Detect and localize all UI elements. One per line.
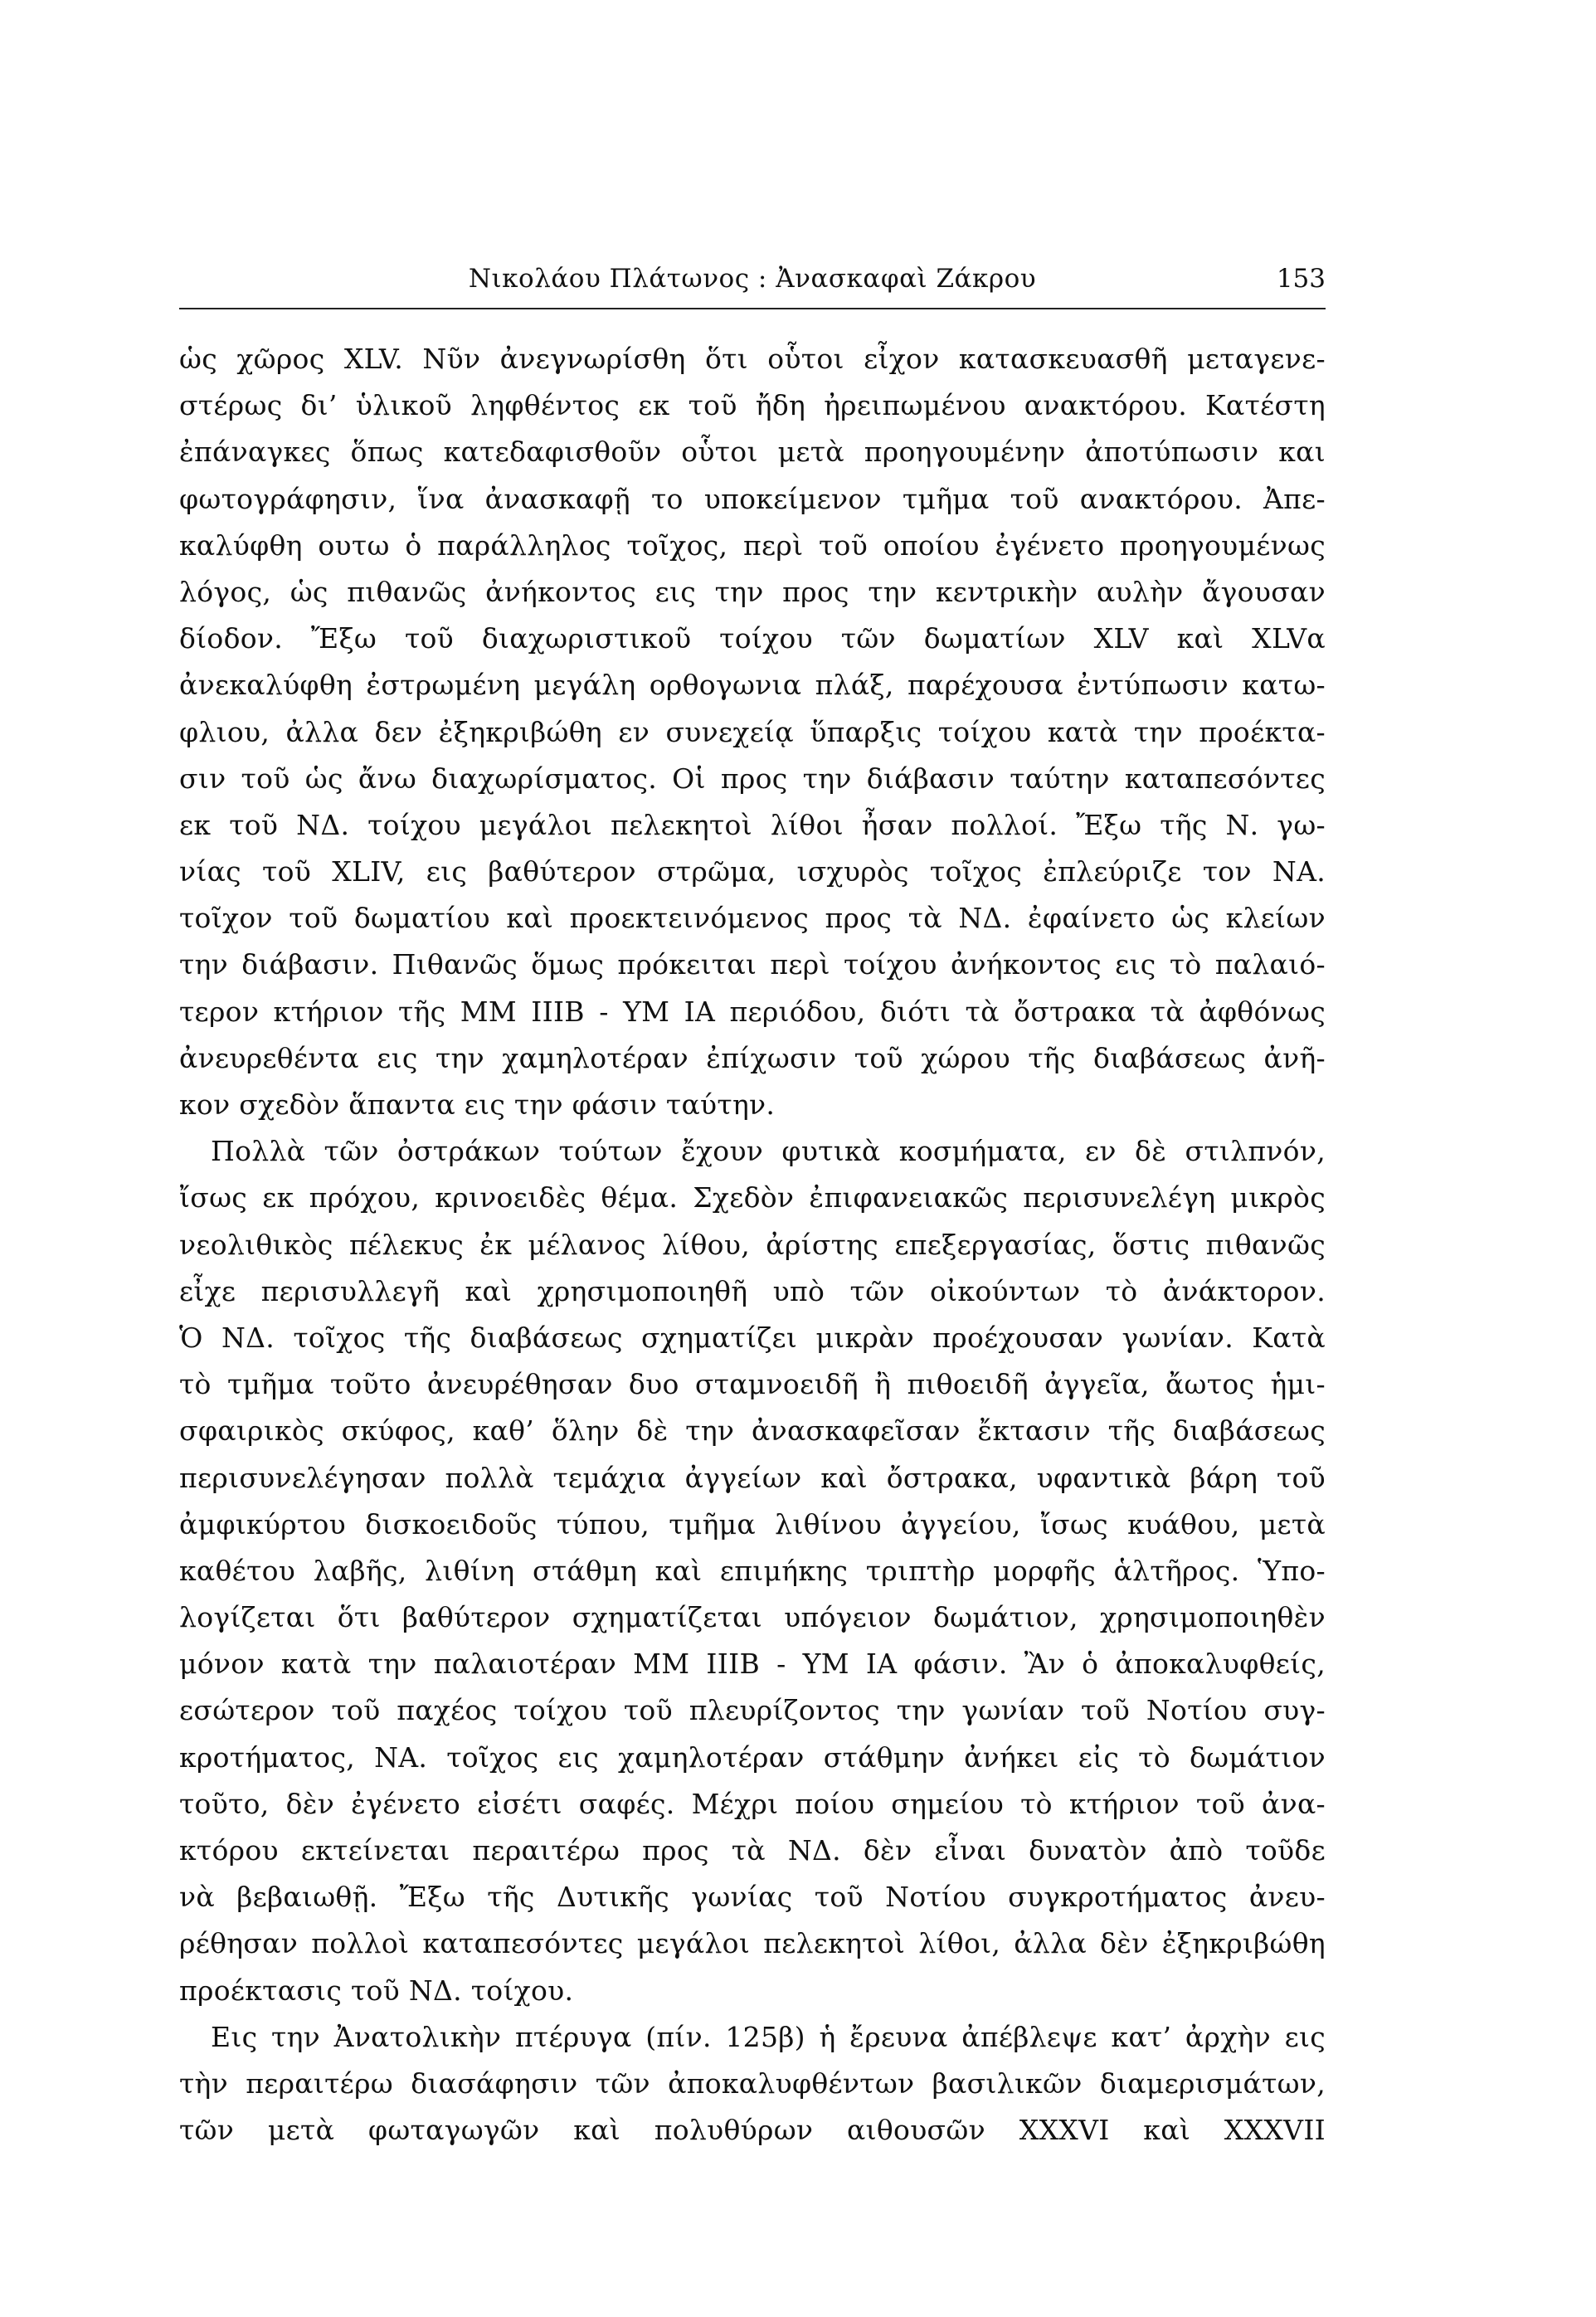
text-line: λογίζεται ὅτι βαθύτερον σχηματίζεται υπόγειον δωμάτιον, χρησιμοποιηθὲν <box>179 1601 1326 1634</box>
text-line: Εις την Ἀνατολικὴν πτέρυγα (πίν. 125β) ἡ ἔρευνα ἀπέβλεψε κατ’ ἀρχὴν εις <box>211 2020 1326 2053</box>
text-line: νὰ βεβαιωθῇ. Ἔξω τῆς Δυτικῆς γωνίας τοῦ Νοτίου συγκροτήματος ἀνευ- <box>179 1881 1326 1914</box>
text-line: τερον κτήριον τῆς ΜΜ ΙΙΙΒ - ΥΜ ΙΑ περιόδου, διότι τὰ ὄστρακα τὰ ἀφθόνως <box>179 995 1326 1028</box>
text-line: νεολιθικὸς πέλεκυς ἐκ μέλανος λίθου, ἀρίστης επεξεργασίας, ὅστις πιθανῶς <box>179 1228 1326 1261</box>
text-line: νίας τοῦ XLIV, εις βαθύτερον στρῶμα, ισχυρὸς τοῖχος ἐπλεύριζε τον ΝΑ. <box>179 855 1326 888</box>
text-line: τοῖχον τοῦ δωματίου καὶ προεκτεινόμενος προς τὰ ΝΔ. ἐφαίνετο ὡς κλείων <box>179 902 1326 935</box>
text-line: εσώτερον τοῦ παχέος τοίχου τοῦ πλευρίζοντος την γωνίαν τοῦ Νοτίου συγ- <box>179 1694 1326 1727</box>
text-line: ἀμφικύρτου δισκοειδοῦς τύπου, τμῆμα λιθίνου ἀγγείου, ἴσως κυάθου, μετὰ <box>179 1507 1326 1541</box>
text-line: την διάβασιν. Πιθανῶς ὅμως πρόκειται περὶ τοίχου ἀνήκοντος εις τὸ παλαιό- <box>179 948 1326 981</box>
text-line: τὴν περαιτέρω διασάφησιν τῶν ἀποκαλυφθέντων βασιλικῶν διαμερισμάτων, <box>179 2066 1326 2100</box>
text-line: ἀνευρεθέντα εις την χαμηλοτέραν ἐπίχωσιν τοῦ χώρου τῆς διαβάσεως ἀνῆ- <box>179 1041 1326 1074</box>
text-line: κροτήματος, ΝΑ. τοῖχος εις χαμηλοτέραν στάθμην ἀνήκει εἰς τὸ δωμάτιον <box>179 1740 1326 1774</box>
text-line: σφαιρικὸς σκύφος, καθ’ ὅλην δὲ την ἀνασκαφεῖσαν ἔκτασιν τῆς διαβάσεως <box>179 1414 1326 1448</box>
text-line: τὸ τμῆμα τοῦτο ἀνευρέθησαν δυο σταμνοειδῆ ἢ πιθοειδῆ ἀγγεῖα, ἄωτος ἡμι- <box>179 1368 1326 1401</box>
running-head <box>179 259 1326 299</box>
header-rule <box>179 308 1326 309</box>
text-line: δίοδον. Ἔξω τοῦ διαχωριστικοῦ τοίχου τῶν δωματίων XLV καὶ XLVα <box>179 622 1326 655</box>
text-line: στέρως δι’ ὑλικοῦ ληφθέντος εκ τοῦ ἤδη ἠρειπωμένου ανακτόρου. Κατέστη <box>179 389 1326 422</box>
text-line: φλιου, ἀλλα δεν ἐξηκριβώθη εν συνεχείᾳ ὕπαρξις τοίχου κατὰ την προέκτα- <box>179 715 1326 748</box>
text-line: κτόρου εκτείνεται περαιτέρω προς τὰ ΝΔ. δὲν εἶναι δυνατὸν ἀπὸ τοῦδε <box>179 1834 1326 1867</box>
text-line: καθέτου λαβῆς, λιθίνη στάθμη καὶ επιμήκης τριπτὴρ μορφῆς ἁλτῆρος. Ὑπο- <box>179 1554 1326 1587</box>
page-number: 153 <box>1276 264 1326 294</box>
text-line: τοῦτο, δὲν ἐγένετο εἰσέτι σαφές. Μέχρι ποίου σημείου τὸ κτήριον τοῦ ἀνα- <box>179 1787 1326 1820</box>
text-line: ἴσως εκ πρόχου, κρινοειδὲς θέμα. Σχεδὸν ἐπιφανειακῶς περισυνελέγη μικρὸς <box>179 1181 1326 1214</box>
text-line: εἶχε περισυλλεγῆ καὶ χρησιμοποιηθῆ υπὸ τῶν οἰκούντων τὸ ἀνάκτορον. <box>179 1274 1326 1307</box>
text-line: Ὁ ΝΔ. τοῖχος τῆς διαβάσεως σχηματίζει μικρὰν προέχουσαν γωνίαν. Κατὰ <box>179 1321 1326 1354</box>
body-text <box>179 336 1326 2154</box>
text-line: φωτογράφησιν, ἵνα ἀνασκαφῇ το υποκείμενον τμῆμα τοῦ ανακτόρου. Ἀπε- <box>179 482 1326 515</box>
text-line: Πολλὰ τῶν ὀστράκων τούτων ἔχουν φυτικὰ κοσμήματα, εν δὲ στιλπνόν, <box>211 1135 1326 1168</box>
text-line: προέκτασις τοῦ ΝΔ. τοίχου. <box>179 1974 574 2007</box>
text-line: σιν τοῦ ὡς ἄνω διαχωρίσματος. Οἱ προς την διάβασιν ταύτην καταπεσόντες <box>179 762 1326 795</box>
text-line: ἀνεκαλύφθη ἐστρωμένη μεγάλη ορθογωνια πλάξ, παρέχουσα ἐντύπωσιν κατω- <box>179 669 1326 702</box>
running-title: Νικολάου Πλάτωνος : Ἀνασκαφαὶ Ζάκρου <box>468 264 1037 294</box>
text-line: καλύφθη ουτω ὁ παράλληλος τοῖχος, περὶ τοῦ οποίου ἐγένετο προηγουμένως <box>179 528 1326 562</box>
text-line: εκ τοῦ ΝΔ. τοίχου μεγάλοι πελεκητοὶ λίθοι ἦσαν πολλοί. Ἔξω τῆς Ν. γω- <box>179 808 1326 841</box>
text-line: ἐπάναγκες ὅπως κατεδαφισθοῦν οὗτοι μετὰ προηγουμένην ἀποτύπωσιν και <box>179 436 1326 469</box>
text-line: ὡς χῶρος XLV. Νῦν ἀνεγνωρίσθη ὅτι οὗτοι εἶχον κατασκευασθῆ μεταγενε- <box>179 343 1326 375</box>
text-line: μόνον κατὰ την παλαιοτέραν ΜΜ ΙΙΙΒ - ΥΜ ΙΑ φάσιν. Ἂν ὁ ἀποκαλυφθείς, <box>179 1648 1326 1681</box>
text-line: κον σχεδὸν ἅπαντα εις την φάσιν ταύτην. <box>179 1088 776 1121</box>
text-line: λόγος, ὡς πιθανῶς ἀνήκοντος εις την προς την κεντρικὴν αυλὴν ἄγουσαν <box>179 575 1326 608</box>
text-line: ρέθησαν πολλοὶ καταπεσόντες μεγάλοι πελεκητοὶ λίθοι, ἀλλα δὲν ἐξηκριβώθη <box>179 1927 1326 1960</box>
text-line: τῶν μετὰ φωταγωγῶν καὶ πολυθύρων αιθουσῶν XXXVI καὶ XXXVII <box>179 2114 1326 2147</box>
text-line: περισυνελέγησαν πολλὰ τεμάχια ἀγγείων καὶ ὄστρακα, υφαντικὰ βάρη τοῦ <box>179 1461 1326 1494</box>
